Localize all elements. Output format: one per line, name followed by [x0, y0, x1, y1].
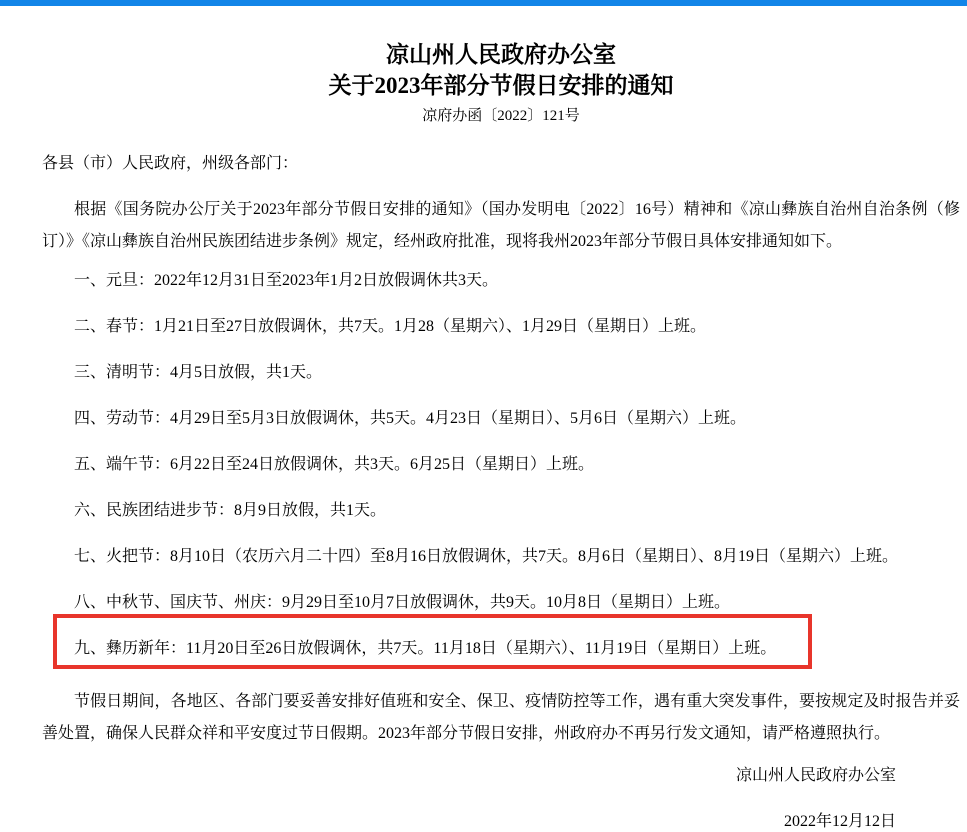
salutation: 各县（市）人民政府，州级各部门：: [42, 155, 299, 172]
closing-paragraph: 节假日期间，各地区、各部门要妥善安排好值班和安全、保卫、疫情防控等工作，遇有重大突发事件，要按规定及时报告并妥善处置，确保人民群众祥和平安度过节日假期。2023年部分节假日安排，州政府办不再另行发文通知，请严格遵照执行。: [42, 693, 960, 742]
holiday-item-5: 五、端午节：6月22日至24日放假调休，共3天。6月25日（星期日）上班。: [74, 456, 595, 473]
issue-date: 2022年12月12日: [783, 813, 896, 830]
holiday-item-1: 一、元旦：2022年12月31日至2023年1月2日放假调休共3天。: [74, 272, 499, 289]
holiday-item-4: 四、劳动节：4月29日至5月3日放假调休，共5天。4月23日（星期日）、5月6日（星期六）上班。: [74, 410, 747, 427]
intro-paragraph: 根据《国务院办公厅关于2023年部分节假日安排的通知》（国办发明电〔2022〕16号）精神和《凉山彝族自治州自治条例（修订）》《凉山彝族自治州民族团结进步条例》规定，经州政府批准，现将我州2023年部分节假日具体安排通知如下。: [42, 201, 960, 250]
holiday-item-9: 九、彝历新年：11月20日至26日放假调休，共7天。11月18日（星期六）、11月19日（星期日）上班。: [74, 640, 777, 657]
holiday-item-8: 八、中秋节、国庆节、州庆：9月29日至10月7日放假调休，共9天。10月8日（星期日）上班。: [74, 594, 731, 611]
document-number: 凉府办函〔2022〕121号: [422, 108, 580, 124]
holiday-item-6: 六、民族团结进步节：8月9日放假，共1天。: [74, 502, 387, 519]
issuer-signature: 凉山州人民政府办公室: [735, 767, 896, 784]
holiday-item-3: 三、清明节：4月5日放假，共1天。: [74, 364, 323, 381]
document-title-line2: 关于2023年部分节假日安排的通知: [328, 73, 674, 98]
document-body: [0, 6, 967, 832]
document-title-line1: 凉山州人民政府办公室: [386, 42, 616, 67]
holiday-item-2: 二、春节：1月21日至27日放假调休，共7天。1月28（星期六）、1月29日（星期日）上班。: [74, 318, 707, 335]
holiday-item-7: 七、火把节：8月10日（农历六月二十四）至8月16日放假调休，共7天。8月6日（星期日）、8月19日（星期六）上班。: [74, 548, 899, 565]
